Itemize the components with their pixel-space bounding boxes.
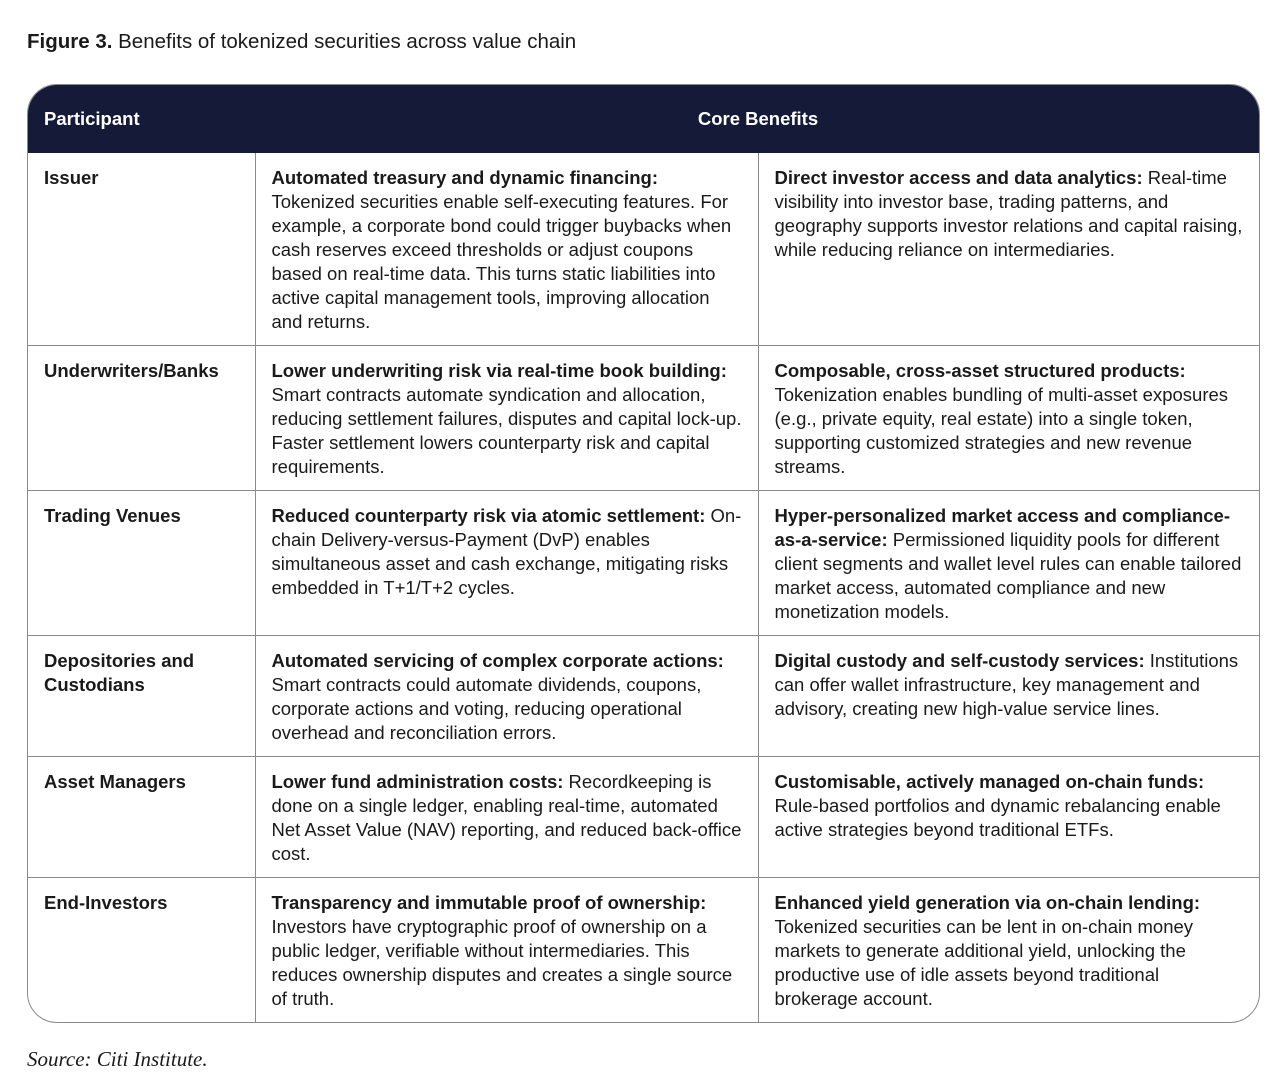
benefit-cell xyxy=(758,346,1260,491)
table-row xyxy=(28,153,1260,346)
benefit-cell xyxy=(758,153,1260,346)
benefit-title: Lower fund administration costs: xyxy=(271,771,564,792)
benefit-title: Hyper-personalized market access and compliance-as-a-service: xyxy=(774,505,1230,550)
participant-cell: Issuer xyxy=(28,153,255,346)
benefit-cell xyxy=(255,153,758,346)
benefit-cell xyxy=(255,757,758,878)
benefit-cell xyxy=(758,757,1260,878)
benefit-text: On-chain Delivery-versus-Payment (DvP) enables simultaneous asset and cash exchange, mitigating risks embedded in T+1/T+2 cycles. xyxy=(271,505,742,598)
figure-label: Figure 3. xyxy=(27,30,113,53)
benefit-text: Tokenization enables bundling of multi-asset exposures (e.g., private equity, real estate) into a single token, supporting customized strategies and new revenue streams. xyxy=(774,384,1229,477)
participant-cell: Asset Managers xyxy=(28,757,255,878)
benefit-title: Customisable, actively managed on-chain funds: xyxy=(774,771,1205,792)
source-note: Source: Citi Institute. xyxy=(27,1047,208,1071)
benefit-title: Digital custody and self-custody services: xyxy=(774,650,1145,671)
figure-title xyxy=(27,29,576,55)
table-row xyxy=(28,757,1260,878)
benefit-cell xyxy=(758,491,1260,636)
benefit-text: Investors have cryptographic proof of ownership on a public ledger, verifiable without intermediaries. This reduces ownership disputes and creates a single source of truth. xyxy=(271,916,733,1009)
benefit-cell xyxy=(255,491,758,636)
benefit-cell xyxy=(255,636,758,757)
benefit-cell xyxy=(758,878,1260,1023)
benefit-title: Lower underwriting risk via real-time book building: xyxy=(271,360,727,381)
benefit-cell xyxy=(255,346,758,491)
benefit-text: Recordkeeping is done on a single ledger, enabling real-time, automated Net Asset Value (NAV) reporting, and reduced back-office cost. xyxy=(271,771,742,864)
benefit-title: Automated servicing of complex corporate actions: xyxy=(271,650,724,671)
table-body xyxy=(28,153,1260,1022)
benefit-title: Automated treasury and dynamic financing: xyxy=(271,167,659,188)
table-row xyxy=(28,346,1260,491)
table-row xyxy=(28,636,1260,757)
benefit-text: Institutions can offer wallet infrastructure, key management and advisory, creating new high-value service lines. xyxy=(774,650,1239,719)
benefits-table xyxy=(28,85,1260,1022)
benefit-cell xyxy=(255,878,758,1023)
participant-cell: Underwriters/Banks xyxy=(28,346,255,491)
benefit-title: Transparency and immutable proof of ownership: xyxy=(271,892,707,913)
participant-cell: Depositories and Custodians xyxy=(28,636,255,757)
participant-cell: Trading Venues xyxy=(28,491,255,636)
header-participant: Participant xyxy=(44,108,140,129)
benefits-table-container xyxy=(27,84,1260,1023)
benefit-cell xyxy=(758,636,1260,757)
benefit-text: Smart contracts could automate dividends, coupons, corporate actions and voting, reducing operational overhead and reconciliation errors. xyxy=(271,674,702,743)
benefit-title: Direct investor access and data analytics: xyxy=(774,167,1143,188)
benefit-text: Smart contracts automate syndication and allocation, reducing settlement failures, disputes and capital lock-up. Faster settlement lowers counterparty risk and capital requirements. xyxy=(271,384,742,477)
benefit-title: Reduced counterparty risk via atomic settlement: xyxy=(271,505,706,526)
header-row xyxy=(28,85,1260,153)
header-core-benefits: Core Benefits xyxy=(697,108,819,129)
table-row xyxy=(28,491,1260,636)
benefit-title: Composable, cross-asset structured products: xyxy=(774,360,1186,381)
benefit-text: Rule-based portfolios and dynamic rebalancing enable active strategies beyond traditional ETFs. xyxy=(774,795,1221,840)
benefit-text: Tokenized securities can be lent in on-chain money markets to generate additional yield, unlocking the productive use of idle assets beyond traditional brokerage account. xyxy=(774,916,1194,1009)
figure-caption: Benefits of tokenized securities across value chain xyxy=(112,30,577,53)
benefit-title: Enhanced yield generation via on-chain lending: xyxy=(774,892,1201,913)
benefit-text: Permissioned liquidity pools for different client segments and wallet level rules can enable tailored market access, automated compliance and new monetization models. xyxy=(774,529,1242,622)
benefit-text: Real-time visibility into investor base, trading patterns, and geography supports investor relations and capital raising, while reducing reliance on intermediaries. xyxy=(774,167,1243,260)
table-header xyxy=(28,85,1260,153)
table-row xyxy=(28,878,1260,1023)
participant-cell: End-Investors xyxy=(28,878,255,1023)
benefit-text: Tokenized securities enable self-executing features. For example, a corporate bond could trigger buybacks when cash reserves exceed thresholds or adjust coupons based on real-time data. This turns static liabilities into active capital management tools, improving allocation and returns. xyxy=(271,191,732,332)
